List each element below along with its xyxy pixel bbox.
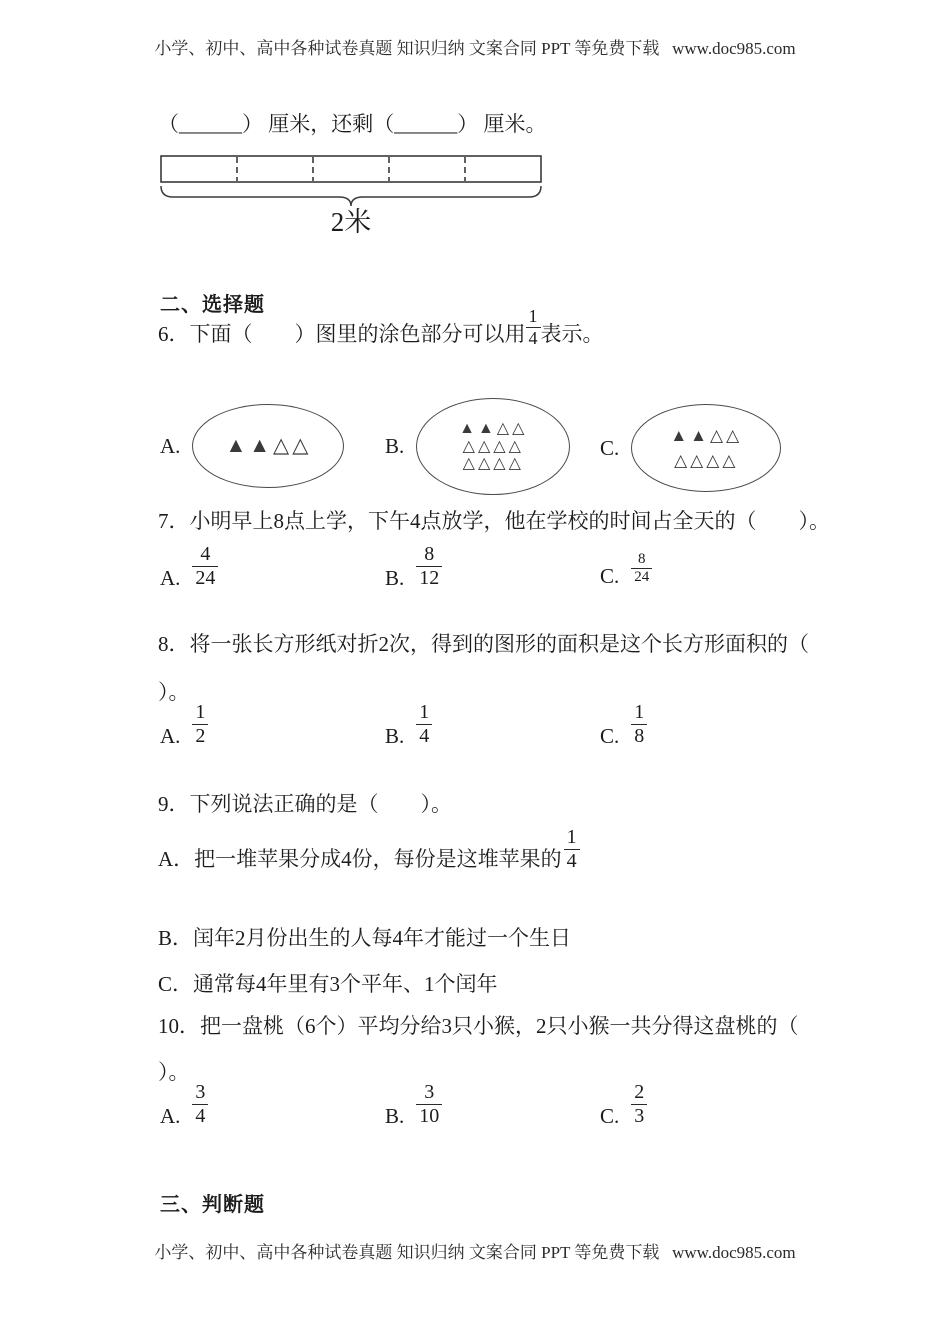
- q10-option-b-fraction: $\frac{3}{10}$: [416, 1081, 442, 1128]
- q8-option-b-fraction: $\frac{1}{4}$: [416, 701, 432, 748]
- question-6: [158, 306, 604, 348]
- q9-option-a-text: A．把一堆苹果分成4份，每份是这堆苹果的: [158, 847, 562, 871]
- q6-option-b-label: B.: [385, 434, 405, 458]
- q8-option-b: B. $\frac{1}{4}$: [385, 701, 432, 748]
- q6-option-b: [385, 398, 570, 495]
- q10-option-b: B. $\frac{3}{10}$: [385, 1081, 442, 1128]
- question-10-line1: 10．把一盘桃（6个）平均分给3只小猴，2只小猴一共分得这盘桃的（: [158, 1014, 799, 1038]
- section-heading-choice: 二、选择题: [160, 294, 265, 316]
- bar-rect: [161, 156, 541, 182]
- q6-option-c-ellipse: [631, 404, 781, 492]
- triangle-row: △△△△: [462, 437, 524, 455]
- question-8-line1: 8．将一张长方形纸对折2次，得到的图形的面积是这个长方形面积的（: [158, 632, 809, 656]
- page-header-download-note: 小学、初中、高中各种试卷真题 知识归纳 文案合同 PPT 等免费下载 www.doc985.com: [154, 39, 796, 58]
- q9-option-b: B．闰年2月份出生的人每4年才能过一个生日: [158, 926, 572, 950]
- q7-option-b-fraction: $\frac{8}{12}$: [416, 543, 442, 590]
- q9-option-a: [158, 826, 580, 873]
- q6-option-a-label: A.: [160, 433, 181, 458]
- question-8-line2: ）。: [158, 680, 190, 704]
- question-9: 9．下列说法正确的是（ ）。: [158, 792, 452, 816]
- q10-option-a-fraction: $\frac{3}{4}$: [192, 1081, 208, 1128]
- question-7: 7．小明早上8点上学，下午4点放学，他在学校的时间占全天的（ ）。: [158, 509, 830, 533]
- triangle-row: △△△△: [674, 450, 739, 470]
- q6-option-c-label: C.: [600, 435, 620, 460]
- q7-option-c-fraction: $\frac{8}{24}$: [631, 551, 652, 589]
- segmented-bar-figure: [153, 150, 553, 238]
- q6-option-c: [600, 404, 781, 492]
- q10-option-a: A. $\frac{3}{4}$: [160, 1081, 208, 1128]
- q7-option-a-fraction: $\frac{4}{24}$: [192, 543, 218, 590]
- q7-option-a: A. $\frac{4}{24}$: [160, 543, 218, 590]
- q6-prefix: 6．下面（ ）图里的涂色部分可以用: [158, 322, 526, 347]
- page-footer-download-note: 小学、初中、高中各种试卷真题 知识归纳 文案合同 PPT 等免费下载 www.doc985.com: [154, 1243, 796, 1262]
- q6-option-b-ellipse: [416, 398, 570, 495]
- q9-option-a-fraction: $\frac{1}{4}$: [564, 826, 580, 873]
- q10-option-c-fraction: $\frac{2}{3}$: [631, 1081, 647, 1128]
- q6-option-a-ellipse: [192, 404, 344, 488]
- q6-option-a: [160, 404, 344, 488]
- q6-fraction: $\frac{1}{4}$: [526, 306, 541, 348]
- q8-option-c-fraction: $\frac{1}{8}$: [631, 701, 647, 748]
- q7-option-b: B. $\frac{8}{12}$: [385, 543, 442, 590]
- bar-length-label: 2米: [330, 207, 372, 237]
- under-brace: [161, 186, 541, 206]
- q8-option-a: A. $\frac{1}{2}$: [160, 701, 208, 748]
- triangle-row: ▲▲△△: [225, 433, 312, 458]
- triangle-row: △△△△: [462, 455, 524, 473]
- bar-dividers: [237, 157, 465, 181]
- q9-option-c: C．通常每4年里有3个平年、1个闰年: [158, 972, 498, 996]
- q8-option-c: C. $\frac{1}{8}$: [600, 701, 647, 748]
- triangle-row: ▲▲△△: [459, 419, 528, 437]
- q7-option-c: C. $\frac{8}{24}$: [600, 551, 652, 589]
- section-heading-judge: 三、判断题: [160, 1194, 265, 1216]
- fill-question-text: （______） 厘米，还剩（______） 厘米。: [158, 112, 547, 136]
- triangle-row: ▲▲△△: [670, 426, 743, 446]
- question-10-line2: ）。: [158, 1060, 190, 1084]
- q8-option-a-fraction: $\frac{1}{2}$: [192, 701, 208, 748]
- q6-suffix: 表示。: [540, 322, 604, 347]
- q10-option-c: C. $\frac{2}{3}$: [600, 1081, 647, 1128]
